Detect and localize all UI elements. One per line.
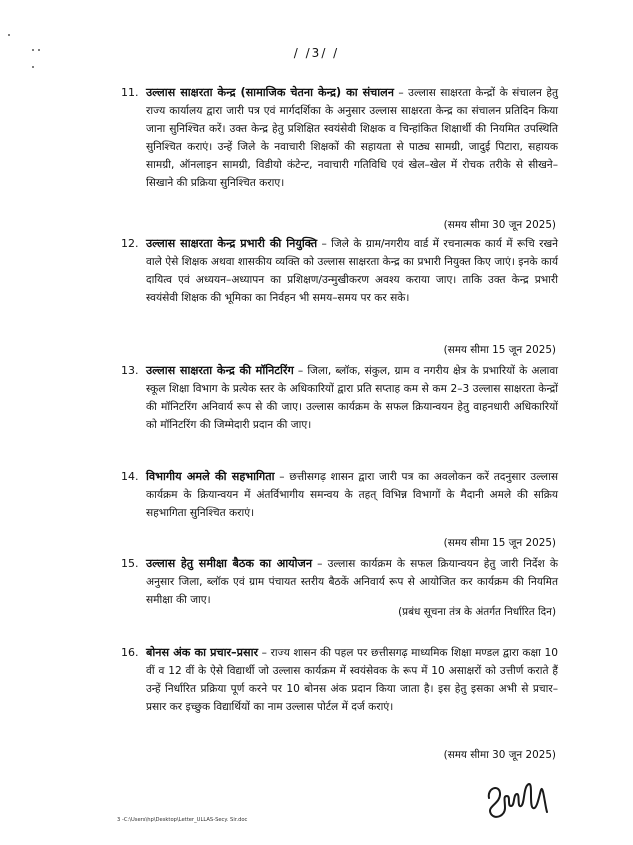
- list-item-13: [0, 362, 633, 462]
- item-text: – उल्लास कार्यक्रम के सफल क्रियान्वयन हेतु जारी निर्देश के अनुसार जिला, ब्लॉक एवं ग्राम पंचायत स्तरीय बैठकें अनिवार्य रूप से आयोजित कर कार्यक्रम की नियमित समीक्षा की जाए।: [146, 558, 558, 606]
- list-item-14: [0, 468, 633, 558]
- list-item-11: [0, 84, 633, 244]
- item-number: 11.: [121, 86, 139, 99]
- list-item-15: [0, 555, 633, 635]
- item-heading: उल्लास साक्षरता केन्द्र (सामाजिक चेतना केन्द्र) का संचालन: [146, 86, 394, 99]
- item-heading: बोनस अंक का प्रचार–प्रसार: [146, 646, 259, 659]
- item-body: [146, 362, 558, 434]
- item-deadline: (समय सीमा 15 जून 2025): [443, 344, 556, 356]
- item-text: – छत्तीसगढ़ शासन द्वारा जारी पत्र का अवलोकन करें तदनुसार उल्लास कार्यक्रम के क्रियान्वयन में अंतर्विभागीय समन्वय के तहत् विभिन्न विभागों के मैदानी अमले की सक्रिय सहभागिता सुनिश्चित कराएं।: [146, 471, 558, 519]
- item-text: – राज्य शासन की पहल पर छत्तीसगढ़ माध्यमिक शिक्षा मण्डल द्वारा कक्षा 10 वीं व 12 वीं के ऐसे विद्यार्थी जो उल्लास कार्यक्रम में स्वयंसेवक के रूप में 10 असाक्षरों को उत्तीर्ण कराते हैं उन्हें निर्धारित प्रक्रिया पूर्ण करने पर 10 बोनस अंक प्रदान किया जाता है। इस हेतु इसका अभी से प्रचार–प्रसार कर इच्छुक विद्यार्थियों का नाम उल्लास पोर्टल में दर्ज कराएं।: [146, 647, 558, 713]
- item-number: 15.: [121, 557, 139, 570]
- item-number: 14.: [121, 470, 139, 483]
- item-heading: उल्लास साक्षरता केन्द्र की मॉनिटरिंग: [146, 364, 294, 377]
- file-path-footer: 3 -C:\Users\hp\Desktop\Letter_ULLAS-Secy. Sir.doc: [117, 817, 248, 823]
- item-heading: विभागीय अमले की सहभागिता: [146, 470, 275, 483]
- item-heading: उल्लास साक्षरता केन्द्र प्रभारी की नियुक्ति: [146, 237, 318, 250]
- item-body: [146, 235, 558, 307]
- item-number: 12.: [121, 237, 139, 250]
- item-text: – उल्लास साक्षरता केन्द्रों के संचालन हेतु राज्य कार्यालय द्वारा जारी पत्र एवं मार्गदर्शिका के अनुसार उल्लास साक्षरता केन्द्र का संचालन प्रतिदिन किया जाना सुनिश्चित करें। उक्त केन्द्र हेतु प्रशिक्षित स्वयंसेवी शिक्षक व चिन्हांकित शिक्षार्थी की नियमित उपस्थिति सुनिश्चित कराएं। उन्हें जिले के नवाचारी शिक्षकों की सहायता से पाठ्य सामग्री, जादुई पिटारा, सहायक सामग्री, ऑनलाइन सामग्री, विडीयो कंटेन्ट, नवाचारी गतिविधि एवं खेल–खेल में रोचक तरीके से सीखने–सिखाने की प्रक्रिया सुनिश्चित कराए।: [146, 87, 558, 189]
- item-body: [146, 644, 558, 716]
- list-item-12: [0, 235, 633, 365]
- item-number: 16.: [121, 646, 139, 659]
- item-text: – जिले के ग्राम/नगरीय वार्ड में रचनात्मक कार्य में रूचि रखने वाले ऐसे शिक्षक अथवा शासकीय व्यक्ति को उल्लास साक्षरता केन्द्र का प्रभारी नियुक्त किए जाएं। इनके कार्य दायित्व एवं अध्ययन–अध्यापन का प्रशिक्षण/उन्मुखीकरण अवश्य कराया जाए। ताकि उक्त केन्द्र प्रभारी स्वयंसेवी शिक्षक की भूमिका का निर्वहन भी समय–समय पर कर सके।: [146, 238, 558, 304]
- item-number: 13.: [121, 364, 139, 377]
- page-number: / /3/ /: [293, 46, 340, 60]
- item-body: [146, 555, 558, 609]
- item-deadline: (समय सीमा 15 जून 2025): [443, 537, 556, 549]
- item-body: [146, 468, 558, 522]
- scan-speck: [8, 34, 10, 36]
- signature-image: [483, 776, 553, 822]
- item-deadline: (समय सीमा 30 जून 2025): [443, 219, 556, 231]
- item-heading: उल्लास हेतु समीक्षा बैठक का आयोजन: [146, 557, 313, 570]
- item-text: – जिला, ब्लॉक, संकुल, ग्राम व नगरीय क्षेत्र के प्रभारियों के अलावा स्कूल शिक्षा विभाग के प्रत्येक स्तर के अधिकारियों द्वारा प्रति सप्ताह कम से कम 2–3 उल्लास साक्षरता केन्द्रों की मॉनिटरिंग अनिवार्य रूप से की जाए। उल्लास कार्यक्रम के सफल क्रियान्वयन हेतु वाहनधारी अधिकारियों को मॉनिटरिंग की जिम्मेदारी प्रदान की जाए।: [146, 365, 559, 431]
- list-item-16: [0, 644, 633, 774]
- item-deadline: (समय सीमा 30 जून 2025): [443, 749, 556, 761]
- item-body: [146, 84, 558, 192]
- scan-speck: [32, 66, 34, 68]
- item-deadline: (प्रबंध सूचना तंत्र के अंतर्गत निर्धारित दिन): [398, 606, 556, 618]
